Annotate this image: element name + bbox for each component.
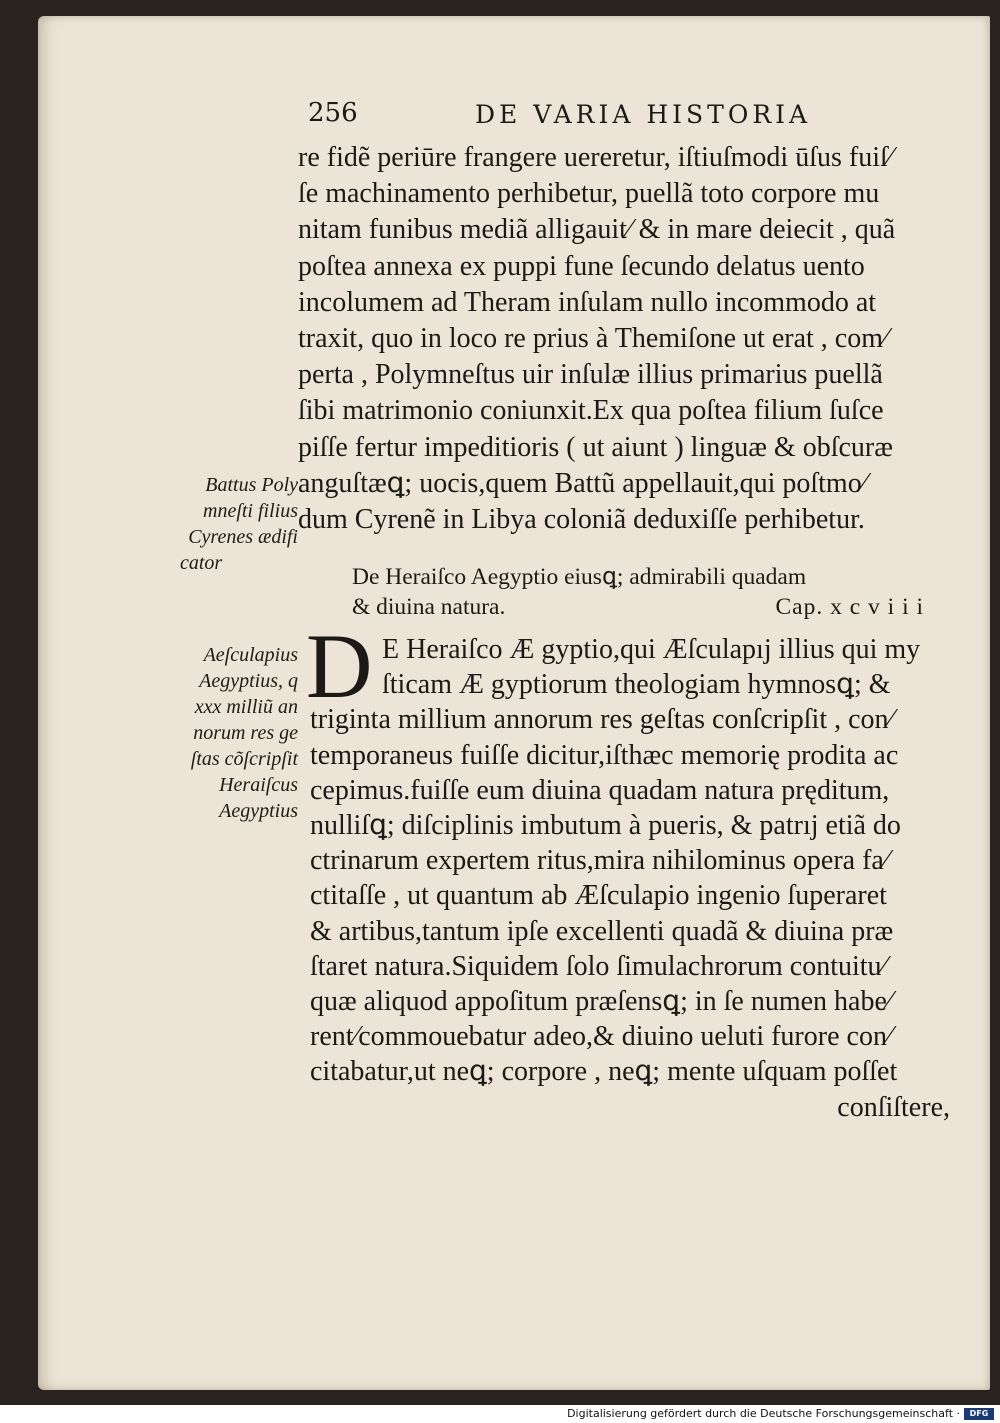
drop-cap-initial: D xyxy=(306,615,373,717)
chapter-body-text xyxy=(310,632,970,1125)
chapter-heading xyxy=(352,562,932,622)
chapter-title-line: & diuina natura. xyxy=(352,594,506,620)
margin-note-line: norum res ge xyxy=(193,722,298,744)
text-line: nitam funibus mediã alligauit⁄ & in mare deiecit , quã xyxy=(298,214,896,246)
text-line: ſibi matrimonio coniunxit.Ex qua poſtea filium ſuſce xyxy=(298,395,884,427)
page-number: 256 xyxy=(308,98,358,128)
margin-note-line: cator xyxy=(180,552,223,574)
chapter-title-line: De Heraiſco Aegyptio eiusꝗ; admirabili quadam xyxy=(352,564,807,590)
margin-note-line: Aeſculapius xyxy=(203,644,298,666)
text-line: incolumem ad Theram inſulam nullo incommodo at xyxy=(298,286,877,318)
funding-credit: Digitalisierung gefördert durch die Deutsche Forschungsgemeinschaft · xyxy=(567,1407,960,1420)
text-line: quæ aliquod appoſitum præſensꝗ; in ſe numen habe⁄ xyxy=(310,986,892,1018)
text-line: ſe machinamento perhibetur, puellã toto corpore mu xyxy=(298,178,880,210)
text-line: E Heraiſco Æ gyptio,qui Æſculapıj illius qui my xyxy=(382,634,921,665)
text-line: anguſtæꝗ; uocis,quem Battũ appellauit,qui poſtmo⁄ xyxy=(298,467,867,499)
text-line: piſſe fertur impeditioris ( ut aiunt ) linguæ & obſcuræ xyxy=(298,431,893,463)
margin-note-line: Battus Poly xyxy=(205,474,298,496)
text-line: ſtaret natura.Siquidem ſolo ſimulachrorum contuitu⁄ xyxy=(310,950,887,982)
text-line: poſtea annexa ex puppi fune ſecundo delatus uento xyxy=(298,250,865,282)
text-line: ſticam Æ gyptiorum theologiam hymnosꝗ; & xyxy=(382,669,891,701)
margin-note-heraiscus xyxy=(150,642,298,824)
text-line: ctitaſſe , ut quantum ab Æſculapio ingenio ſuperaret xyxy=(310,880,887,912)
margin-note-line: Aegyptius xyxy=(219,800,298,822)
margin-note-battus xyxy=(150,472,298,576)
margin-note-line: Aegyptius, q xyxy=(199,670,298,692)
catchword: conſiſtere, xyxy=(837,1091,950,1123)
text-line: ctrinarum expertem ritus,mira nihilominus opera fa⁄ xyxy=(310,845,889,877)
dfg-logo: DFG xyxy=(964,1408,994,1420)
text-line: nulliſꝗ; diſciplinis imbutum à pueris, & patrıj etiã do xyxy=(310,810,901,842)
text-line: triginta millium annorum res geſtas conſcripſit , con⁄ xyxy=(310,704,894,736)
body-text xyxy=(298,140,968,538)
text-line: rent⁄commouebatur adeo,& diuino ueluti furore con⁄ xyxy=(310,1021,892,1053)
text-line: re fidẽ periūre frangere uereretur, iſtiuſmodi ūſus fuiſ⁄ xyxy=(298,142,893,173)
chapter-number: Cap. x c v i i i xyxy=(775,594,924,620)
text-line: temporaneus fuiſſe dicitur,iſthæc memorię prodita ac xyxy=(310,739,899,771)
text-line: perta , Polymneſtus uir inſulæ illius primarius puellã xyxy=(298,359,883,391)
text-line: traxit, quo in loco re prius à Themiſone ut erat , com⁄ xyxy=(298,323,888,355)
text-line: & artibus,tantum ipſe excellenti quadã & diuina præ xyxy=(310,915,894,947)
margin-note-line: xxx milliũ an xyxy=(194,696,298,718)
margin-note-line: Heraiſcus xyxy=(219,774,298,796)
margin-note-line: mneſti filius xyxy=(203,500,298,522)
text-line: citabatur,ut neꝗ; corpore , neꝗ; mente uſquam poſſet xyxy=(310,1056,898,1088)
margin-note-line: ſtas cõſcripſit xyxy=(190,748,298,770)
text-line: cepimus.fuiſſe eum diuina quadam natura pręditum, xyxy=(310,774,890,806)
margin-note-line: Cyrenes ædifi xyxy=(188,526,298,548)
running-header xyxy=(308,98,828,134)
digitization-footer xyxy=(0,1405,1000,1423)
text-line: dum Cyrenẽ in Libya coloniã deduxiſſe perhibetur. xyxy=(298,504,865,536)
running-title: DE VARIA HISTORIA xyxy=(475,100,812,129)
